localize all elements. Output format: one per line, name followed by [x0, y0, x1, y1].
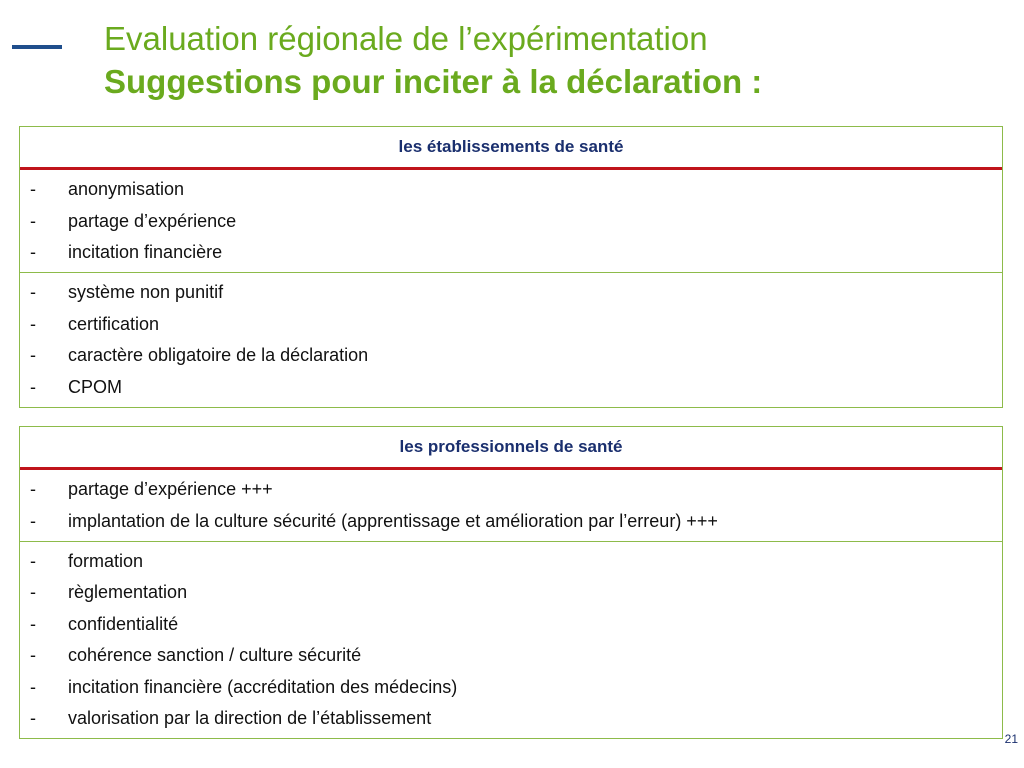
list-item: [20, 609, 1002, 640]
bullet-dash: -: [30, 210, 36, 231]
bullet-dash: -: [30, 376, 36, 397]
table-etablissements: [19, 126, 1003, 408]
item-text: incitation financière (accréditation des médecins): [68, 676, 458, 697]
group-1: [20, 170, 1002, 272]
bullet-dash: -: [30, 510, 36, 531]
bullet-dash: -: [30, 582, 36, 603]
list-item: [20, 174, 1002, 205]
item-text: partage d’expérience: [68, 210, 237, 231]
list-item: [20, 309, 1002, 340]
bullet-dash: -: [30, 676, 36, 697]
item-text: règlementation: [68, 582, 188, 603]
table-header: les établissements de santé: [20, 127, 1002, 170]
item-text: partage d’expérience +++: [68, 479, 273, 500]
item-text: valorisation par la direction de l’établissement: [68, 707, 432, 728]
list-item: [20, 640, 1002, 671]
list-item: [20, 474, 1002, 505]
page-title: Evaluation régionale de l’expérimentation: [104, 20, 708, 57]
list-item: [20, 237, 1002, 268]
item-text: confidentialité: [68, 613, 179, 634]
list-item: [20, 371, 1002, 402]
bullet-dash: -: [30, 313, 36, 334]
bullet-dash: -: [30, 241, 36, 262]
item-text: CPOM: [68, 376, 122, 397]
page-subtitle: Suggestions pour inciter à la déclaration :: [104, 63, 763, 100]
table-professionnels: [19, 426, 1003, 739]
bullet-dash: -: [30, 707, 36, 728]
bullet-dash: -: [30, 345, 36, 366]
list-item: [20, 546, 1002, 577]
page-number: 21: [1004, 732, 1018, 746]
list-item: [20, 277, 1002, 308]
item-text: formation: [68, 550, 144, 571]
bullet-dash: -: [30, 282, 36, 303]
list-item: [20, 703, 1002, 734]
list-item: [20, 340, 1002, 371]
item-text: anonymisation: [68, 179, 185, 200]
list-item: [20, 577, 1002, 608]
table-header: les professionnels de santé: [20, 427, 1002, 470]
item-text: certification: [68, 313, 160, 334]
bullet-dash: -: [30, 479, 36, 500]
bullet-dash: -: [30, 613, 36, 634]
list-item: [20, 671, 1002, 702]
list-item: [20, 205, 1002, 236]
list-item: [20, 505, 1002, 536]
item-text: système non punitif: [68, 282, 224, 303]
item-text: implantation de la culture sécurité (apprentissage et amélioration par l’erreur) +++: [68, 510, 718, 531]
bullet-dash: -: [30, 645, 36, 666]
item-text: caractère obligatoire de la déclaration: [68, 345, 369, 366]
group-1: [20, 470, 1002, 541]
group-2: [20, 272, 1002, 407]
accent-bar: [12, 45, 62, 49]
bullet-dash: -: [30, 550, 36, 571]
bullet-dash: -: [30, 179, 36, 200]
group-2: [20, 541, 1002, 738]
item-text: incitation financière: [68, 241, 223, 262]
item-text: cohérence sanction / culture sécurité: [68, 645, 362, 666]
title-block: [104, 18, 762, 104]
